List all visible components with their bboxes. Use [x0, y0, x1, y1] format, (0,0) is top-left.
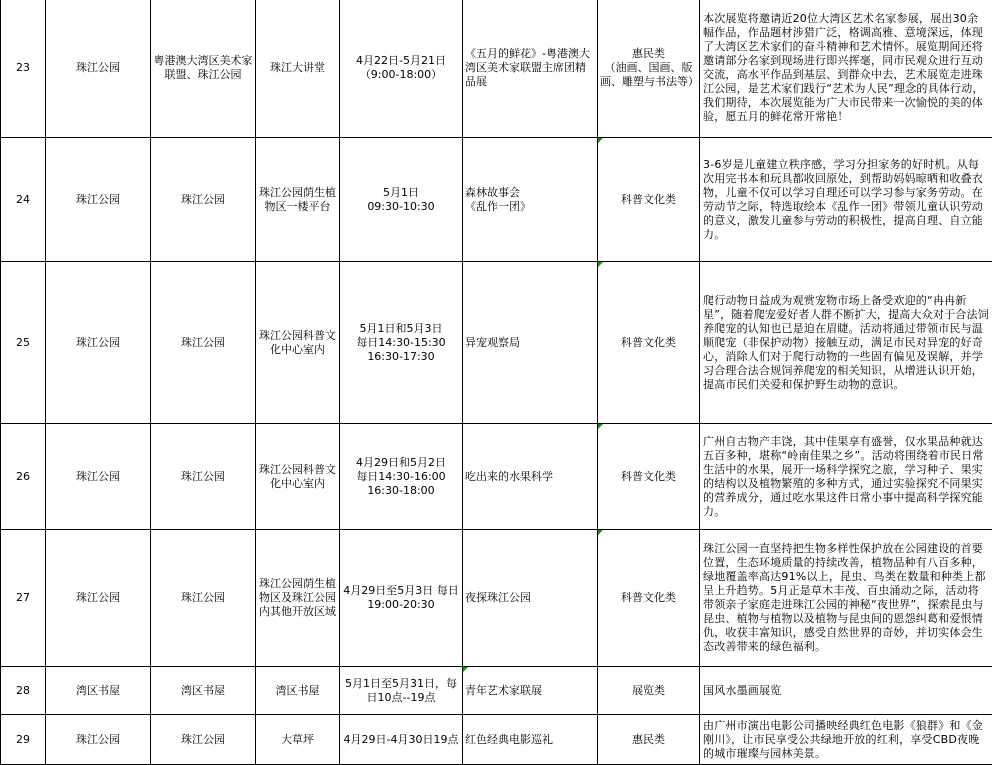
venue-cell: 珠江大讲堂 — [256, 0, 340, 138]
time-cell: 4月29日-4月30日19点 — [340, 715, 463, 765]
organizer-cell: 珠江公园 — [151, 715, 256, 765]
category-cell: 展览类 — [598, 667, 700, 715]
organizer-cell: 湾区书屋 — [151, 667, 256, 715]
organizer-cell: 粤港澳大湾区美术家联盟、珠江公园 — [151, 0, 256, 138]
event-title-cell: 吃出来的水果科学 — [463, 424, 598, 530]
time-cell: 4月29日和5月2日 每日14:30-16:00 16:30-18:00 — [340, 424, 463, 530]
organizer-cell: 珠江公园 — [151, 424, 256, 530]
description-cell: 爬行动物日益成为观赏宠物市场上备受欢迎的“冉冉新星”，随着爬宠爱好者人群不断扩大，提高大众对于合法饲养爬宠的认知也已是迫在眉睫。活动将通过带领市民与温顺爬宠（非保护动物）接触互动，满足市民对异宠的好奇心，消除人们对于爬行动物的一些固有偏见及误解，并学习合理合法合规饲养爬宠的相关知识，从增进认识开始，提高市民们关爱和保护野生动物的意识。 — [700, 262, 992, 424]
venue-cell: 湾区书屋 — [256, 667, 340, 715]
event-title-cell: 异宠观察局 — [463, 262, 598, 424]
category-cell: 科普文化类 — [598, 262, 700, 424]
park-cell: 珠江公园 — [46, 530, 151, 667]
table-row — [1, 715, 992, 765]
table-row — [1, 530, 992, 667]
table-row — [1, 424, 992, 530]
description-cell: 国风水墨画展览 — [700, 667, 992, 715]
category-cell: 科普文化类 — [598, 424, 700, 530]
row-number: 27 — [1, 530, 46, 667]
category-cell: 科普文化类 — [598, 530, 700, 667]
description-cell: 广州自古物产丰饶，其中佳果享有盛誉，仅水果品种就达五百多种，堪称“岭南佳果之乡”。活动将围绕着市民日常生活中的水果，展开一场科学探究之旅，学习种子、果实的结构以及植物繁殖的多种方式，通过实验探究不同果实的营养成分，通过吃水果这件日常小事中提高科学探究能力。 — [700, 424, 992, 530]
event-title-cell: 红色经典电影巡礼 — [463, 715, 598, 765]
category-cell: 惠民类 — [598, 715, 700, 765]
row-number: 26 — [1, 424, 46, 530]
event-title-cell: 森林故事会 《乱作一团》 — [463, 138, 598, 262]
row-number: 25 — [1, 262, 46, 424]
description-cell: 由广州市演出电影公司播映经典红色电影《狼群》和《金刚川》，让市民享受公共绿地开放的红利，享受CBD夜晚的城市璀璨与园林美景。 — [700, 715, 992, 765]
time-cell: 5月1日和5月3日 每日14:30-15:30 16:30-17:30 — [340, 262, 463, 424]
time-cell: 5月1日 09:30-10:30 — [340, 138, 463, 262]
table-row — [1, 667, 992, 715]
table-row — [1, 262, 992, 424]
row-number: 29 — [1, 715, 46, 765]
organizer-cell: 珠江公园 — [151, 262, 256, 424]
venue-cell: 珠江公园科普文化中心室内 — [256, 262, 340, 424]
venue-cell: 珠江公园科普文化中心室内 — [256, 424, 340, 530]
table-row — [1, 138, 992, 262]
park-cell: 珠江公园 — [46, 262, 151, 424]
event-title-cell: 青年艺术家联展 — [463, 667, 598, 715]
time-cell: 5月1日至5月31日，每日10点--19点 — [340, 667, 463, 715]
row-number: 24 — [1, 138, 46, 262]
park-cell: 珠江公园 — [46, 0, 151, 138]
category-cell: 科普文化类 — [598, 138, 700, 262]
row-number: 28 — [1, 667, 46, 715]
event-title-cell: 《五月的鲜花》-粤港澳大湾区美术家联盟主席团精品展 — [463, 0, 598, 138]
organizer-cell: 珠江公园 — [151, 138, 256, 262]
time-cell: 4月29日至5月3日 每日19:00-20:30 — [340, 530, 463, 667]
description-cell: 本次展览将邀请近20位大湾区艺术名家参展，展出30余幅作品，作品题材涉猎广泛，格调高雅、意境深远，体现了大湾区艺术家们的奋斗精神和艺术情怀。展览期间还将邀请部分名家到现场进行即兴挥毫，同市民观众进行互动交流，高水平作品到基层、到群众中去，艺术展览走进珠江公园，是艺术家们践行“艺术为人民”理念的具体行动，我们期待，本次展览能为广大市民带来一次愉悦的美的体验，愿五月的鲜花常开常艳！ — [700, 0, 992, 138]
venue-cell: 珠江公园荫生植物区一楼平台 — [256, 138, 340, 262]
category-cell: 惠民类 （油画、国画、版画、雕塑与书法等） — [598, 0, 700, 138]
park-cell: 湾区书屋 — [46, 667, 151, 715]
time-cell: 4月22日-5月21日 （9:00-18:00） — [340, 0, 463, 138]
park-cell: 珠江公园 — [46, 715, 151, 765]
park-cell: 珠江公园 — [46, 138, 151, 262]
table-row — [1, 0, 992, 138]
description-cell: 珠江公园一直坚持把生物多样性保护放在公园建设的首要位置，生态环境质量的持续改善，植物品种有八百多种，绿地覆盖率高达91%以上，昆虫、鸟类在数量和种类上都呈上升趋势。5月正是草木丰茂、百虫涌动之际，活动将带领亲子家庭走进珠江公园的神秘“夜世界”，探索昆虫与昆虫、植物与植物以及植物与昆虫间的恩怨纠葛和爱恨情仇，收获丰富知识，感受自然世界的奇妙，并切实体会生态改善带来的绿色福利。 — [700, 530, 992, 667]
row-number: 23 — [1, 0, 46, 138]
park-cell: 珠江公园 — [46, 424, 151, 530]
venue-cell: 珠江公园荫生植物区及珠江公园内其他开放区域 — [256, 530, 340, 667]
event-title-cell: 夜探珠江公园 — [463, 530, 598, 667]
description-cell: 3-6岁是儿童建立秩序感，学习分担家务的好时机。从每次用完书本和玩具都收回原处，到帮助妈妈晾晒和收叠衣物，儿童不仅可以学习自理还可以学习参与家务劳动。在劳动节之际，特选取绘本《乱作一团》带领儿童认识劳动的意义，激发儿童参与劳动的积极性，提高自理、自立能力。 — [700, 138, 992, 262]
venue-cell: 大草坪 — [256, 715, 340, 765]
organizer-cell: 珠江公园 — [151, 530, 256, 667]
